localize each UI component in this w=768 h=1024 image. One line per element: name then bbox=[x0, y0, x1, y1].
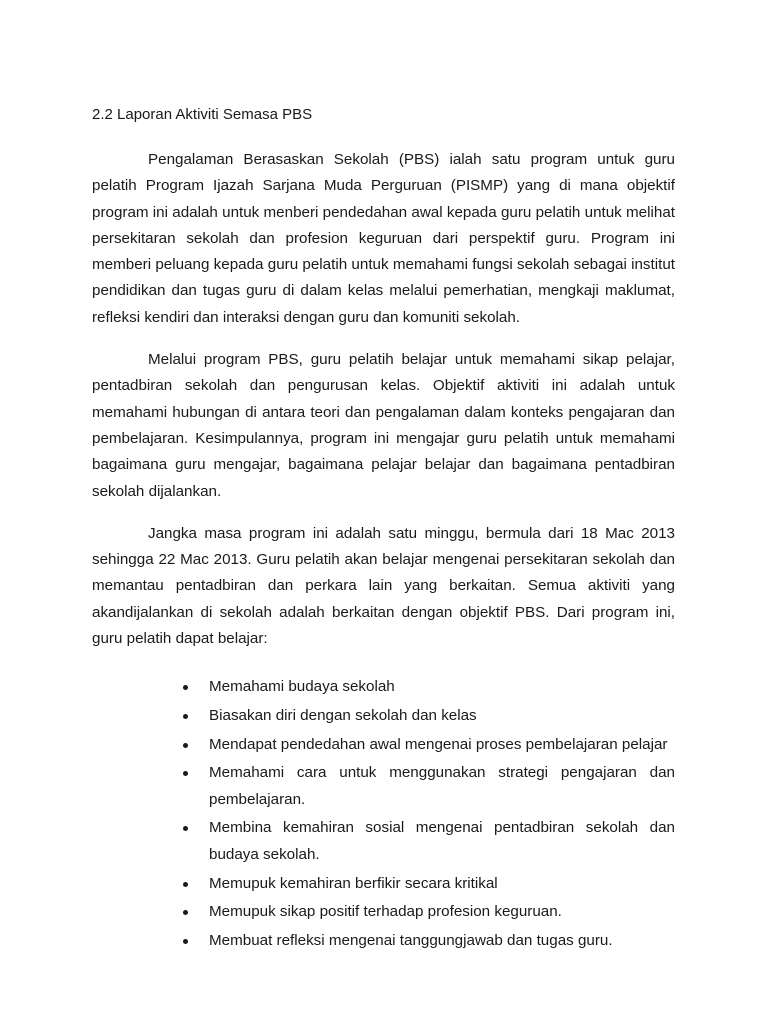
bullet-dot-icon bbox=[183, 685, 188, 690]
learning-outcomes-list bbox=[183, 674, 675, 957]
list-item-text: Memupuk sikap positif terhadap profesion keguruan. bbox=[209, 903, 562, 921]
list-item bbox=[183, 703, 675, 729]
bullet-dot-icon bbox=[183, 939, 188, 944]
list-item-text: Memahami cara untuk menggunakan strategi pengajaran dan pembelajaran. bbox=[209, 764, 675, 808]
paragraph-duration: Jangka masa program ini adalah satu minggu, bermula dari 18 Mac 2013 sehingga 22 Mac 2013. Guru pelatih akan belajar mengenai persekitaran sekolah dan memantau pentadbiran dan perkara lain yang berkaitan. Semua aktiviti yang akandijalankan di sekolah adalah berkaitan dengan objektif PBS. Dari program ini, guru pelatih dapat belajar: bbox=[92, 524, 675, 648]
list-item-text: Mendapat pendedahan awal mengenai proses pembelajaran pelajar bbox=[209, 735, 668, 753]
list-item-text: Memupuk kemahiran berfikir secara kritikal bbox=[209, 874, 498, 892]
list-item bbox=[183, 928, 675, 954]
bullet-dot-icon bbox=[183, 910, 188, 915]
list-item-text: Membuat refleksi mengenai tanggungjawab dan tugas guru. bbox=[209, 932, 613, 950]
bullet-dot-icon bbox=[183, 714, 188, 719]
section-heading: 2.2 Laporan Aktiviti Semasa PBS bbox=[92, 106, 313, 123]
bullet-dot-icon bbox=[183, 743, 188, 748]
paragraph-objectives: Melalui program PBS, guru pelatih belajar untuk memahami sikap pelajar, pentadbiran sekolah dan pengurusan kelas. Objektif aktiviti ini adalah untuk memahami hubungan di antara teori dan pengalaman dalam konteks pengajaran dan pembelajaran. Kesimpulannya, program ini mengajar guru pelatih untuk memahami bagaimana guru mengajar, bagaimana pelajar belajar dan bagaimana pentadbiran sekolah dijalankan. bbox=[92, 351, 675, 500]
bullet-dot-icon bbox=[183, 882, 188, 887]
paragraph-intro: Pengalaman Berasaskan Sekolah (PBS) ialah satu program untuk guru pelatih Program Ijazah Sarjana Muda Perguruan (PISMP) yang di mana objektif program ini adalah untuk menberi pendedahan awal kepada guru pelatih untuk melihat persekitaran sekolah dan profesion keguruan dari perspektif guru. Program ini memberi peluang kepada guru pelatih untuk memahami fungsi sekolah sebagai institut pendidikan dan tugas guru di dalam kelas melalui pemerhatian, mengkaji maklumat, refleksi kendiri dan interaksi dengan guru dan komuniti sekolah. bbox=[92, 151, 675, 326]
bullet-dot-icon bbox=[183, 826, 188, 831]
list-item bbox=[183, 899, 675, 925]
bullet-dot-icon bbox=[183, 771, 188, 776]
list-item-text: Membina kemahiran sosial mengenai pentadbiran sekolah dan budaya sekolah. bbox=[209, 819, 675, 863]
body-text bbox=[92, 147, 675, 668]
list-item bbox=[183, 732, 675, 758]
list-item-text: Biasakan diri dengan sekolah dan kelas bbox=[209, 706, 477, 724]
list-item bbox=[183, 815, 675, 868]
list-item bbox=[183, 760, 675, 813]
list-item-text: Memahami budaya sekolah bbox=[209, 678, 395, 695]
list-item bbox=[183, 674, 675, 700]
list-item bbox=[183, 871, 675, 897]
